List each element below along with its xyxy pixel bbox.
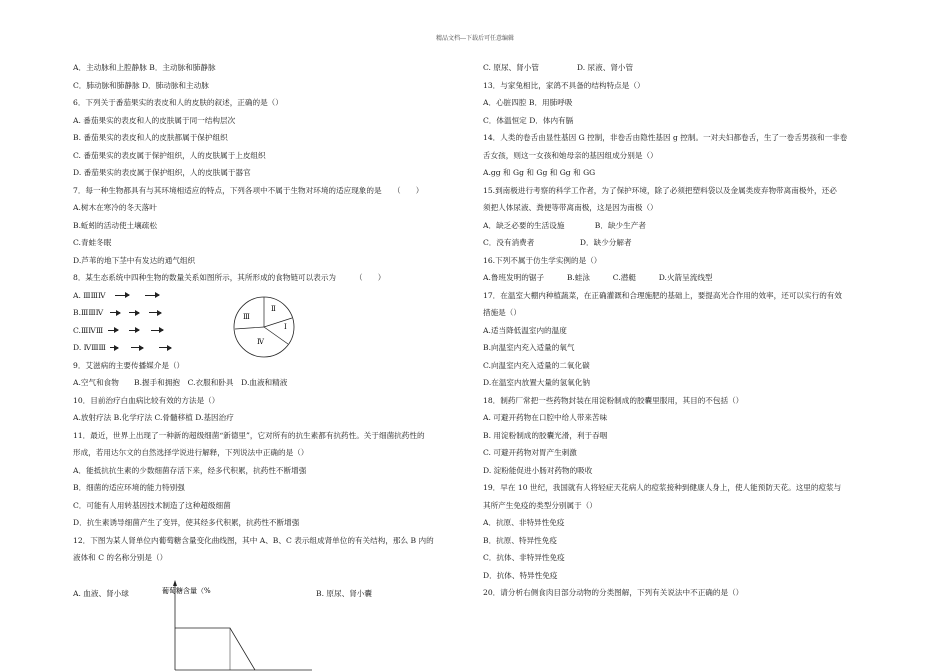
q12-option-a: A. 血液、肾小球 bbox=[73, 589, 129, 598]
text-line: 措施是（） bbox=[483, 308, 521, 317]
text-line: 11．最近，世界上出现了一种新的超级细菌“新德里”，它对所有的抗生素都有抗药性。关于细菌抗药性的 bbox=[73, 430, 425, 440]
text-line: A. 番茄果实的表皮和人的皮肤属于同一结构层次 bbox=[73, 115, 236, 125]
text-line: 13．与家兔相比，家鸽不具备的结构特点是（） bbox=[483, 80, 645, 90]
pie-label: Ⅱ bbox=[271, 305, 276, 313]
text-line: D. 淀粉能促进小肠对药物的吸收 bbox=[483, 465, 593, 475]
text-line: A．缺乏必要的生活设施 B．缺少生产者 bbox=[483, 220, 646, 230]
option-label: A. ⅢⅢⅣ bbox=[73, 290, 106, 300]
text-line: C．体温恒定 D．体内有膈 bbox=[483, 115, 574, 125]
text-line: A．能抵抗抗生素的少数细菌存活下来，经多代积累，抗药性不断增强 bbox=[73, 465, 307, 475]
glucose-curve-graph bbox=[162, 580, 315, 672]
arrow-icon bbox=[115, 295, 129, 296]
text-line: 液体和 C 的名称分别是（） bbox=[73, 553, 168, 562]
text-line: 形成，若用达尔文的自然选择学说进行解释，下列说法中正确的是（） bbox=[73, 448, 309, 457]
arrow-icon bbox=[129, 312, 139, 313]
arrow-icon bbox=[110, 312, 120, 313]
option-label: D. ⅣⅢⅢ bbox=[73, 343, 106, 352]
text-line: C.青蛙冬眠 bbox=[73, 238, 112, 247]
page-header: 精品文档---下载后可任意编辑 bbox=[435, 35, 515, 42]
text-line: 8．某生态系统中四种生物的数量关系如图所示，其所形成的食物链可以表示为 （ ） bbox=[73, 273, 386, 282]
pie-label: Ⅰ bbox=[284, 323, 287, 331]
text-line: 其所产生免疫的类型分别属于（） bbox=[483, 500, 597, 510]
population-pie-diagram bbox=[233, 296, 295, 358]
text-line: 18．制药厂常把一些药物封装在用淀粉制成的胶囊里服用，其目的不包括（） bbox=[483, 395, 744, 405]
text-line: B. 用淀粉制成的胶囊光滑，利于吞咽 bbox=[483, 430, 608, 440]
text-line: 10．目前治疗白血病比较有效的方法是（） bbox=[73, 395, 220, 405]
graph-y-label: 葡萄糖含量（% bbox=[162, 587, 211, 595]
option-label: C.ⅢⅣⅢ bbox=[73, 325, 104, 335]
text-line: C．没有消费者 D．缺少分解者 bbox=[483, 238, 632, 247]
text-line: A.树木在寒冷的冬天落叶 bbox=[73, 203, 157, 212]
text-line: B.蚯蚓的活动使土壤疏松 bbox=[73, 220, 157, 230]
text-line: A.适当降低温室内的温度 bbox=[483, 325, 567, 335]
text-line: 15.到南极进行考察的科学工作者，为了保护环境，除了必须把塑料袋以及金属类废弃物带离南极外，还必 bbox=[483, 185, 837, 195]
text-line: 19．早在 10 世纪，我国就有人将轻症天花病人的痘浆接种到健康人身上，使人能预防天花。这里的痘浆与 bbox=[483, 483, 842, 492]
text-line: B．细菌的适应环境的能力特别强 bbox=[73, 483, 185, 492]
arrow-icon bbox=[145, 295, 159, 296]
text-line: B. 番茄果实的表皮和人的皮肤都属于保护组织 bbox=[73, 133, 228, 142]
text-line: C．肺动脉和肺静脉 D．肺动脉和主动脉 bbox=[73, 80, 209, 90]
text-line: C. 可避开药物对胃产生刺激 bbox=[483, 448, 577, 457]
arrow-icon bbox=[159, 347, 171, 348]
arrow-icon bbox=[131, 347, 143, 348]
text-line: 17．在温室大棚内种植蔬菜，在正确灌溉和合理施肥的基础上，要提高光合作用的效率，还可以实行的有效 bbox=[483, 290, 842, 300]
pie-label: Ⅲ bbox=[243, 313, 250, 321]
arrow-icon bbox=[108, 330, 118, 331]
text-line: D.芦苇的地下茎中有发达的通气组织 bbox=[73, 255, 196, 265]
arrow-icon bbox=[110, 347, 118, 348]
text-line: A.放射疗法 B.化学疗法 C.骨髓移植 D.基因治疗 bbox=[73, 413, 234, 422]
q12-option-b: B. 原尿、肾小囊 bbox=[316, 589, 372, 598]
text-line: B.向温室内充入适量的氧气 bbox=[483, 343, 575, 352]
text-line: D．抗生素诱导细菌产生了变异，使其经多代积累，抗药性不断增强 bbox=[73, 518, 300, 527]
text-line: C. 番茄果实的表皮属于保护组织，人的皮肤属于上皮组织 bbox=[73, 150, 266, 160]
text-line: A.gg 和 Gg 和 Gg 和 Gg 和 GG bbox=[483, 168, 596, 177]
text-line: B．抗原、特异性免疫 bbox=[483, 535, 557, 545]
text-line: D．抗体、特异性免疫 bbox=[483, 570, 558, 580]
text-line: A.鲁班发明的锯子 B.蛙泳 C.潜艇 D.火箭呈流线型 bbox=[483, 273, 713, 282]
text-line: 7．每一种生物都具有与其环境相适应的特点，下列各项中不属于生物对环境的适应现象的是 （ ） bbox=[73, 185, 424, 195]
text-line: 舌女孩，则这一女孩和她母亲的基因组成分别是（） bbox=[483, 150, 658, 160]
text-line: 6．下列关于番茄果实的表皮和人的皮肤的叙述，正确的是（） bbox=[73, 98, 283, 107]
text-line: D. 番茄果实的表皮属于保护组织，人的皮肤属于器官 bbox=[73, 168, 251, 177]
text-line: A. 可避开药物在口腔中给人带来苦味 bbox=[483, 413, 608, 422]
text-line: 9．艾滋病的主要传播媒介是（） bbox=[73, 360, 185, 370]
pie-label: Ⅳ bbox=[257, 338, 264, 346]
text-line: C．可能有人用转基因技术制造了这种超级细菌 bbox=[73, 500, 231, 510]
text-line: D.在温室内放置大量的氢氧化钠 bbox=[483, 378, 590, 387]
text-line: A．心脏四腔 B．用肺呼吸 bbox=[483, 98, 573, 107]
text-line: 12．下图为某人肾单位内葡萄糖含量变化曲线图，其中 A、B、C 表示组成肾单位的有关结构，那么 B 内的 bbox=[73, 535, 434, 545]
arrow-icon bbox=[149, 312, 161, 313]
option-label: B.ⅢⅢⅣ bbox=[73, 308, 104, 317]
arrow-icon bbox=[129, 330, 139, 331]
text-line: A.空气和食物 B.握手和拥抱 C.衣服和卧具 D.血液和精液 bbox=[73, 378, 288, 387]
text-line: 14．人类的卷舌由显性基因 G 控制，非卷舌由隐性基因 g 控制。一对夫妇都卷舌，生了一卷舌男孩和一非卷 bbox=[483, 133, 848, 142]
arrow-icon bbox=[151, 330, 163, 331]
text-line: A．主动脉和上腔静脉 B．主动脉和肺静脉 bbox=[73, 63, 216, 72]
text-line: C.向温室内充入适量的二氧化碳 bbox=[483, 360, 590, 370]
right-column bbox=[483, 59, 883, 602]
text-line: 16.下列不属于仿生学实例的是（） bbox=[483, 255, 602, 265]
text-line: C．抗体、非特异性免疫 bbox=[483, 553, 565, 562]
text-line: 须把人体尿液、粪便等带离南极，这是因为南极（） bbox=[483, 203, 658, 212]
text-line: A．抗原、非特异性免疫 bbox=[483, 518, 565, 527]
text-line: 20．请分析右侧食肉目部分动物的分类图解，下列有关说法中不正确的是（） bbox=[483, 588, 744, 597]
text-line: C. 原尿、肾小管 D. 尿液、肾小管 bbox=[483, 63, 634, 72]
